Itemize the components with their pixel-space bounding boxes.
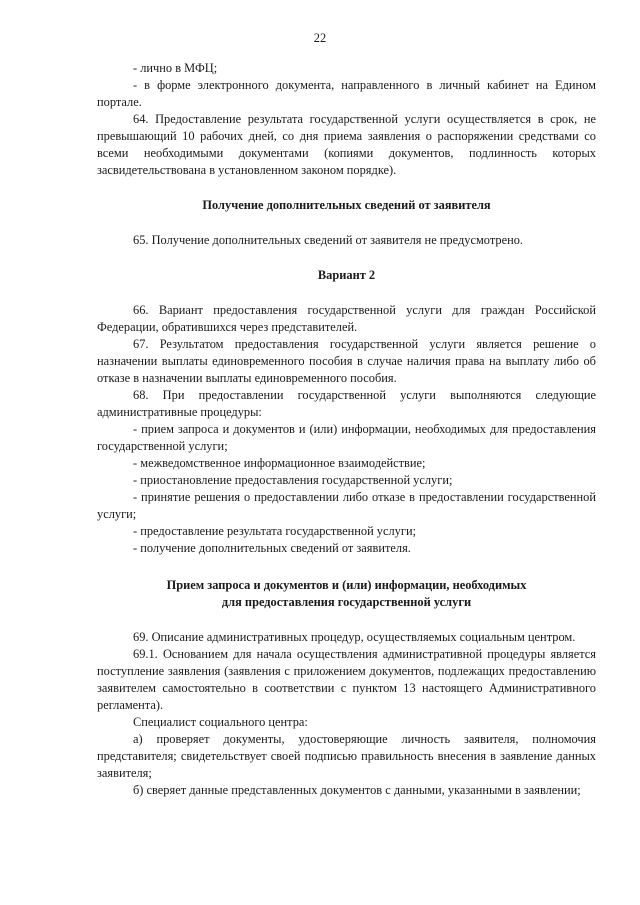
list-item: - прием запроса и документов и (или) информации, необходимых для предоставления государственной услуги; bbox=[97, 422, 596, 453]
page-number: 22 bbox=[313, 31, 327, 45]
paragraph-69-1: 69.1. Основанием для начала осуществления административной процедуры является поступление заявления (заявления с приложением документов, подлежащих предоставлению заявителем самостоятельно в соответствии с пунктом 13 настоящего Административного регламента). bbox=[97, 647, 596, 712]
page-content bbox=[97, 60, 596, 799]
paragraph-64: 64. Предоставление результата государственной услуги осуществляется в срок, не превышающий 10 рабочих дней, со дня приема заявления о распоряжении средствами со всеми необходимыми документами (копиями документов, подлинность которых засвидетельствована в установленном законом порядке). bbox=[97, 112, 596, 177]
paragraph-specialist: Специалист социального центра: bbox=[133, 715, 308, 729]
paragraph-65: 65. Получение дополнительных сведений от заявителя не предусмотрено. bbox=[133, 233, 524, 247]
list-item: б) сверяет данные представленных документов с данными, указанными в заявлении; bbox=[133, 783, 581, 797]
paragraph-69: 69. Описание административных процедур, осуществляемых социальным центром. bbox=[133, 630, 576, 644]
section-heading: Получение дополнительных сведений от заявителя bbox=[202, 198, 491, 212]
list-item: - предоставление результата государственной услуги; bbox=[133, 524, 417, 538]
section-heading-line-2: для предоставления государственной услуги bbox=[221, 595, 472, 609]
variant-heading: Вариант 2 bbox=[317, 268, 376, 282]
list-item: - приостановление предоставления государственной услуги; bbox=[133, 473, 453, 487]
paragraph-67: 67. Результатом предоставления государственной услуги является решение о назначении выплаты единовременного пособия в случае наличия права на выплату либо об отказе в назначении выплаты единовременного пособия. bbox=[97, 337, 596, 385]
paragraph-68: 68. При предоставлении государственной услуги выполняются следующие административные процедуры: bbox=[97, 388, 596, 419]
paragraph-66: 66. Вариант предоставления государственной услуги для граждан Российской Федерации, обратившихся через представителей. bbox=[97, 303, 596, 334]
list-item: - принятие решения о предоставлении либо отказе в предоставлении государственной услуги; bbox=[97, 490, 596, 521]
list-item: а) проверяет документы, удостоверяющие личность заявителя, полномочия представителя; свидетельствует своей подписью правильность внесения в заявление данных заявителя; bbox=[97, 732, 596, 780]
section-heading-line-1: Прием запроса и документов и (или) информации, необходимых bbox=[166, 578, 527, 592]
list-item: - получение дополнительных сведений от заявителя. bbox=[133, 541, 411, 555]
list-item: - в форме электронного документа, направленного в личный кабинет на Едином портале. bbox=[97, 78, 596, 109]
list-item: - лично в МФЦ; bbox=[133, 61, 218, 75]
list-item: - межведомственное информационное взаимодействие; bbox=[133, 456, 426, 470]
